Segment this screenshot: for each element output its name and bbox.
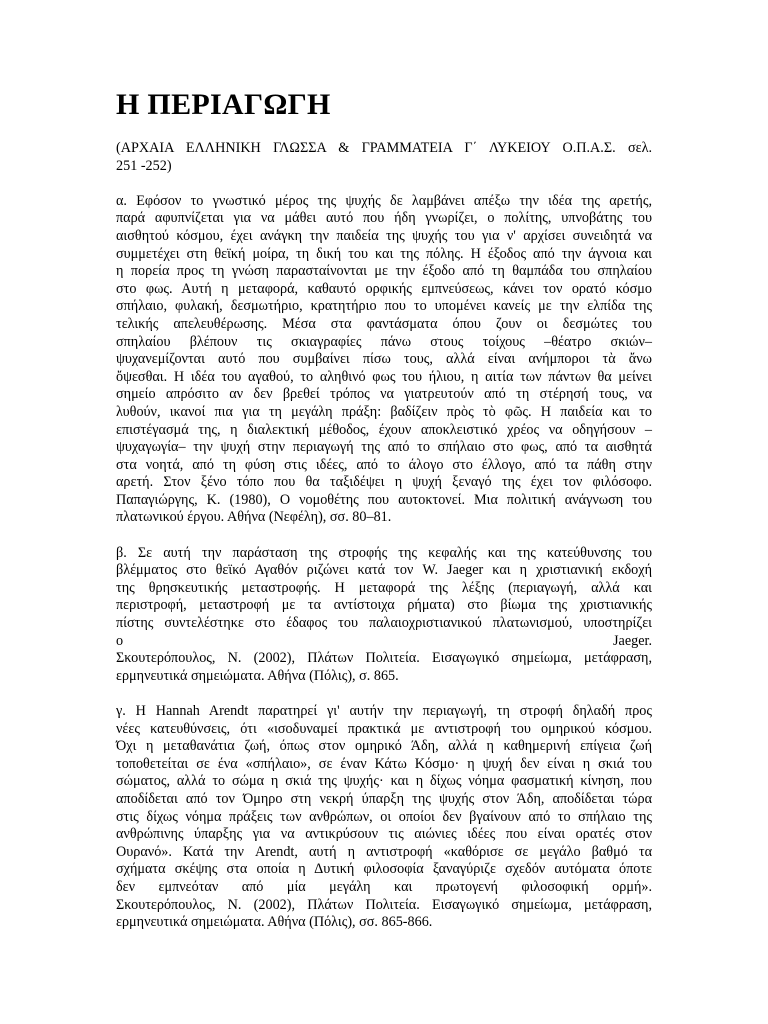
paragraph-a <box>116 193 652 527</box>
document-title: Η ΠΕΡΙΑΓΩΓΗ <box>116 88 331 121</box>
subtitle-line: 251 -252) <box>116 157 172 174</box>
paragraph-c <box>116 703 652 932</box>
document-page <box>116 88 652 932</box>
paragraph-a-citation: πλατωνικού έργου. Αθήνα (Νεφέλη), σσ. 80–81. <box>116 509 392 526</box>
paragraph-c-line: αποδίδεται από τον Όμηρο στη νεκρή ύπαρξη της ψυχής στον Άδη, αποδίδεται τώρα <box>116 790 652 807</box>
document-subtitle <box>116 140 652 175</box>
paragraph-b-line: πίστης συντελέστηκε στο έδαφος του παλαιοχριστιανικού πλατωνισμού, υποστηρίζει <box>116 615 652 632</box>
paragraph-c-line: σώματος, αλλά το σώμα η σκιά της ψυχής· και η δίχως νόημα φασματική κίνηση, που <box>116 773 652 790</box>
paragraph-c-line: δεν εμπνεόταν από μία μεγάλη και πρωτογενή φιλοσοφική ορμή». <box>116 878 652 895</box>
paragraph-a-line: αισθητού κόσμου, έχει ανάγκη την παιδεία της ψυχής του για ν' αρχίσει συνειδητά να <box>116 227 652 244</box>
paragraph-b-line: περιστροφή, μεταστροφή με τα αντίστοιχα ρήματα) στο βίωμα της χριστιανικής <box>116 597 652 614</box>
paragraph-c-line: στις δίχως νόημα πράξεις των ανθρώπων, οι οποίοι δεν βγαίνουν από το σπήλαιο της <box>116 808 652 825</box>
paragraph-b-citation: ερμηνευτικά σημειώματα. Αθήνα (Πόλις), σ. 865. <box>116 667 399 684</box>
paragraph-c-citation: ερμηνευτικά σημειώματα. Αθήνα (Πόλις), σσ. 865-866. <box>116 914 433 931</box>
paragraph-a-line: α. Εφόσον το γνωστικό μέρος της ψυχής δε λαμβάνει απέξω την ιδέα της αρετής, <box>116 192 652 209</box>
paragraph-a-line: στα νοητά, από τη φύση στις ιδέες, από το άλογο στο έλλογο, από τα πάθη στην <box>116 456 652 473</box>
paragraph-c-line: σχήματα σκέψης στα οποία η Δυτική φιλοσοφία ξαναγύριζε σχεδόν αυτόματα όποτε <box>116 861 652 878</box>
paragraph-c-line: γ. Η Hannah Arendt παρατηρεί γι' αυτήν την περιαγωγή, τη στροφή δηλαδή προς <box>116 703 652 719</box>
paragraph-c-line: νέες κατευθύνσεις, ότι «ισοδυναμεί πρακτικά με αντιστροφή του ομηρικού κόσμου. <box>116 720 652 737</box>
paragraph-a-line: ψυχανεμίζονται αυτό που συμβαίνει πίσω τους, αλλά είναι ανήμποροι τὰ ἄνω <box>116 351 652 368</box>
paragraph-a-line: σημείο απρόσιτο αν δεν βρεθεί τρόπος να γιατρευτούν από τη στέρησή τους, να <box>116 386 652 403</box>
paragraph-b-line: βλέμματος στο θεϊκό Αγαθόν ριζώνει κατά τον W. Jaeger και η χριστιανική εκδοχή <box>116 562 652 579</box>
paragraph-b <box>116 545 652 686</box>
paragraph-a-line: η πορεία προς τη γνώση παρασταίνονται με την έξοδο από τη θαμπάδα του σπηλαίου <box>116 263 652 280</box>
paragraph-a-line: ὄψεσθαι. Η ιδέα του αγαθού, το αληθινό φως του ήλιου, η αιτία των πάντων θα μείνει <box>116 368 652 385</box>
paragraph-b-line: β. Σε αυτή την παράσταση της στροφής της κεφαλής και της κατεύθυνσης του <box>116 544 652 561</box>
paragraph-a-line: σπήλαιο, φυλακή, δεσμωτήριο, κρατητήριο που το υπομένει κανείς με την ελπίδα της <box>116 298 652 315</box>
paragraph-a-line: στο φως. Αυτή η μεταφορά, καθαυτό ορφικής εμπνεύσεως, κάνει τον ορατό κόσμο <box>116 280 652 297</box>
paragraph-c-line: ανθρώπινης ύπαρξης για να αντικρύσουν τις αιώνιες ιδέες που είναι ορατές στον <box>116 826 652 843</box>
paragraph-a-citation: Παπαγιώργης, Κ. (1980), Ο νομοθέτης που αυτοκτονεί. Μια πολιτική ανάγνωση του <box>116 491 652 508</box>
paragraph-a-line: παρά αφυπνίζεται για να μάθει αυτό που ήδη γνωρίζει, ο πολίτης, υπνοβάτης του <box>116 210 652 227</box>
paragraph-a-line: αρετή. Στον ξένο τόπο που θα ταξιδέψει η ψυχή ξεναγό της έχει τον φιλόσοφο. <box>116 474 652 491</box>
paragraph-a-line: λυθούν, ικανοί πια για τη μεγάλη πράξη: βαδίζειν πρὸς τὸ φῶς. Η παιδεία και το <box>116 403 652 420</box>
subtitle-line: (ΑΡΧΑΙΑ ΕΛΛΗΝΙΚΗ ΓΛΩΣΣΑ & ΓΡΑΜΜΑΤΕΙΑ Γ΄ ΛΥΚΕΙΟΥ Ο.Π.Α.Σ. σελ. <box>116 140 652 156</box>
paragraph-c-citation: Σκουτερόπουλος, Ν. (2002), Πλάτων Πολιτεία. Εισαγωγικό σημείωμα, μετάφραση, <box>116 896 652 913</box>
paragraph-c-line: Όχι η μεταθανάτια ζωή, όπως στον ομηρικό Άδη, αλλά η καθημερινή επίγεια ζωή <box>116 738 652 755</box>
paragraph-a-line: επιστέγασμά της, η διαλεκτική μέθοδος, έχουν αποκλειστικό χρέος να οδηγήσουν – <box>116 421 652 438</box>
paragraph-a-line: συμμετέχει στη θεϊκή μοίρα, τη δική του και της πόλης. Η έξοδος από την άγνοια και <box>116 245 652 262</box>
paragraph-a-line: τελικής απελευθέρωσης. Μέσα στα φαντάσματα όπου ζουν οι δεσμώτες του <box>116 315 652 332</box>
paragraph-a-line: σπηλαίου βλέπουν τις σκιαγραφίες πάνω στους τοίχους –θέατρο σκιών– <box>116 333 652 350</box>
paragraph-a-line: ψυχαγωγία– την ψυχή στην περιαγωγή της από το σπήλαιο στο φως, από τα αισθητά <box>116 439 652 456</box>
paragraph-b-line: ο Jaeger. <box>116 632 652 649</box>
paragraph-c-line: τοποθετείται σε ένα «σπήλαιο», σε έναν Κάτω Κόσμο· η ψυχή δεν είναι η σκιά του <box>116 755 652 772</box>
paragraph-b-citation: Σκουτερόπουλος, Ν. (2002), Πλάτων Πολιτεία. Εισαγωγικό σημείωμα, μετάφραση, <box>116 650 652 667</box>
paragraph-c-line: Ουρανό». Κατά την Arendt, αυτή η αντιστροφή «καθόρισε σε μεγάλο βαθμό τα <box>116 843 652 860</box>
paragraph-b-line: της θρησκευτικής μεταστροφής. Η μεταφορά της λέξης (περιαγωγή, αλλά και <box>116 579 652 596</box>
